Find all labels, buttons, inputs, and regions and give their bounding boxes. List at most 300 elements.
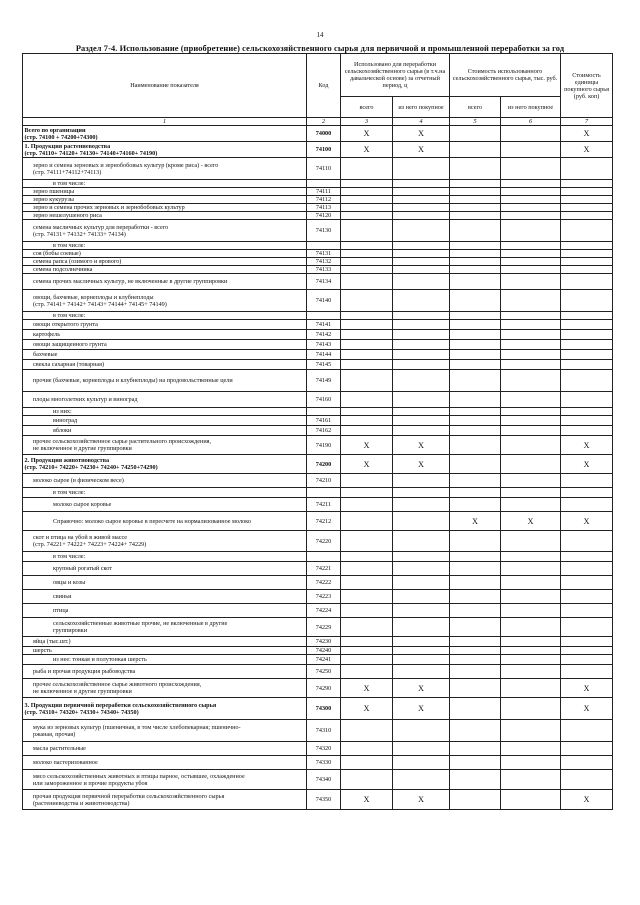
data-cell[interactable]	[561, 204, 613, 212]
row-name: в том числе:	[23, 488, 307, 498]
data-cell[interactable]	[393, 196, 450, 204]
data-cell[interactable]	[393, 552, 450, 562]
data-cell[interactable]	[501, 196, 561, 204]
data-cell[interactable]	[341, 212, 393, 220]
row-name: крупный рогатый скот	[23, 562, 307, 576]
table-row	[23, 742, 613, 756]
table-row	[23, 242, 613, 250]
data-cell[interactable]	[450, 196, 501, 204]
data-cell[interactable]	[393, 290, 450, 312]
data-cell[interactable]	[341, 188, 393, 196]
row-code	[307, 408, 341, 416]
data-cell[interactable]	[561, 647, 613, 655]
data-cell[interactable]	[450, 242, 501, 250]
data-cell[interactable]	[501, 474, 561, 488]
data-cell[interactable]	[450, 474, 501, 488]
data-cell[interactable]	[393, 158, 450, 180]
table-row	[23, 360, 613, 370]
data-cell[interactable]	[450, 142, 501, 158]
data-cell[interactable]	[501, 770, 561, 790]
data-cell[interactable]	[393, 340, 450, 350]
data-cell[interactable]	[341, 590, 393, 604]
data-cell[interactable]	[561, 408, 613, 416]
data-cell[interactable]	[561, 576, 613, 590]
data-cell[interactable]	[393, 242, 450, 250]
x-mark-cell: X	[393, 698, 450, 720]
row-name: мука из зерновых культур (пшеничная, в том числе хлебопекарная; пшенично- ржаная, прочая)	[23, 720, 307, 742]
data-cell[interactable]	[501, 647, 561, 655]
table-row	[23, 350, 613, 360]
data-cell[interactable]	[450, 340, 501, 350]
data-cell[interactable]	[450, 647, 501, 655]
data-cell[interactable]	[501, 274, 561, 290]
data-cell[interactable]	[450, 188, 501, 196]
data-cell[interactable]	[561, 426, 613, 436]
data-cell[interactable]	[561, 720, 613, 742]
data-cell[interactable]	[501, 142, 561, 158]
table-row	[23, 370, 613, 392]
data-cell[interactable]	[450, 266, 501, 274]
data-cell[interactable]	[393, 655, 450, 665]
data-cell[interactable]	[501, 320, 561, 330]
data-cell[interactable]	[341, 320, 393, 330]
data-cell[interactable]	[393, 604, 450, 618]
data-cell[interactable]	[501, 370, 561, 392]
row-code: 74223	[307, 590, 341, 604]
data-cell[interactable]	[561, 562, 613, 576]
data-cell[interactable]	[501, 350, 561, 360]
data-cell[interactable]	[561, 370, 613, 392]
x-mark-cell: X	[450, 512, 501, 531]
data-cell[interactable]	[341, 647, 393, 655]
x-mark-cell: X	[341, 142, 393, 158]
row-code: 74224	[307, 604, 341, 618]
data-cell[interactable]	[341, 770, 393, 790]
data-cell[interactable]	[341, 392, 393, 408]
column-number: 7	[561, 118, 613, 126]
data-cell[interactable]	[561, 360, 613, 370]
data-cell[interactable]	[501, 576, 561, 590]
data-cell[interactable]	[501, 392, 561, 408]
row-name: молоко сырое коровье	[23, 498, 307, 512]
data-cell[interactable]	[393, 250, 450, 258]
data-cell[interactable]	[501, 742, 561, 756]
table-row	[23, 679, 613, 698]
page-number: 14	[316, 31, 324, 39]
data-cell[interactable]	[501, 720, 561, 742]
data-cell[interactable]	[341, 416, 393, 426]
table-row	[23, 212, 613, 220]
row-name: масла растительные	[23, 742, 307, 756]
data-cell[interactable]	[450, 274, 501, 290]
data-cell[interactable]	[561, 258, 613, 266]
data-cell[interactable]	[450, 618, 501, 637]
data-cell[interactable]	[501, 679, 561, 698]
data-cell[interactable]	[393, 488, 450, 498]
data-cell[interactable]	[393, 618, 450, 637]
row-code: 74113	[307, 204, 341, 212]
data-cell[interactable]	[561, 290, 613, 312]
data-cell[interactable]	[393, 576, 450, 590]
data-cell[interactable]	[561, 350, 613, 360]
data-cell[interactable]	[450, 590, 501, 604]
column-number: 6	[501, 118, 561, 126]
data-cell[interactable]	[341, 720, 393, 742]
data-cell[interactable]	[393, 742, 450, 756]
data-cell[interactable]	[341, 370, 393, 392]
data-cell[interactable]	[501, 618, 561, 637]
row-code: 74112	[307, 196, 341, 204]
row-code: 74340	[307, 770, 341, 790]
data-cell[interactable]	[561, 655, 613, 665]
table-row	[23, 126, 613, 142]
data-cell[interactable]	[341, 330, 393, 340]
data-cell[interactable]	[450, 531, 501, 552]
data-cell[interactable]	[393, 426, 450, 436]
data-cell[interactable]	[501, 408, 561, 416]
data-cell[interactable]	[450, 250, 501, 258]
data-cell[interactable]	[393, 647, 450, 655]
data-cell[interactable]	[393, 562, 450, 576]
data-cell[interactable]	[501, 416, 561, 426]
data-cell[interactable]	[450, 180, 501, 188]
data-cell[interactable]	[501, 436, 561, 455]
column-number: 1	[23, 118, 307, 126]
data-cell[interactable]	[393, 498, 450, 512]
row-name: 2. Продукция животноводства (стр. 74210+ 74220+ 74230+ 74240+ 74250+74290)	[23, 455, 307, 474]
x-mark-cell: X	[561, 455, 613, 474]
data-cell[interactable]	[501, 604, 561, 618]
data-cell[interactable]	[561, 604, 613, 618]
data-cell[interactable]	[561, 531, 613, 552]
data-cell[interactable]	[393, 350, 450, 360]
data-cell[interactable]	[561, 590, 613, 604]
data-cell[interactable]	[501, 188, 561, 196]
data-cell[interactable]	[341, 158, 393, 180]
data-cell[interactable]	[501, 126, 561, 142]
header-cost-purchased: из него покупное	[501, 97, 561, 118]
data-cell[interactable]	[561, 665, 613, 679]
table-row	[23, 408, 613, 416]
data-cell[interactable]	[561, 637, 613, 647]
data-cell[interactable]	[341, 258, 393, 266]
data-cell[interactable]	[501, 204, 561, 212]
data-cell[interactable]	[561, 188, 613, 196]
data-cell[interactable]	[450, 426, 501, 436]
data-cell[interactable]	[501, 220, 561, 242]
data-cell[interactable]	[393, 320, 450, 330]
table-row	[23, 290, 613, 312]
data-cell[interactable]	[450, 655, 501, 665]
data-cell[interactable]	[561, 196, 613, 204]
data-cell[interactable]	[501, 242, 561, 250]
data-cell[interactable]	[501, 360, 561, 370]
data-cell[interactable]	[341, 408, 393, 416]
data-cell[interactable]	[450, 790, 501, 810]
data-cell[interactable]	[393, 590, 450, 604]
row-name: Справочно: молоко сырое коровье в пересчете на нормализованное молоко	[23, 512, 307, 531]
data-cell[interactable]	[501, 552, 561, 562]
data-cell[interactable]	[450, 158, 501, 180]
data-cell[interactable]	[561, 474, 613, 488]
data-cell[interactable]	[501, 212, 561, 220]
x-mark-cell: X	[393, 142, 450, 158]
data-cell[interactable]	[450, 370, 501, 392]
data-cell[interactable]	[501, 637, 561, 647]
data-cell[interactable]	[501, 312, 561, 320]
data-cell[interactable]	[561, 552, 613, 562]
data-cell[interactable]	[501, 455, 561, 474]
table-row	[23, 266, 613, 274]
data-cell[interactable]	[341, 498, 393, 512]
table-row	[23, 618, 613, 637]
data-cell[interactable]	[393, 180, 450, 188]
data-cell[interactable]	[450, 330, 501, 340]
data-cell[interactable]	[561, 250, 613, 258]
data-cell[interactable]	[450, 312, 501, 320]
data-cell[interactable]	[501, 488, 561, 498]
data-cell[interactable]	[561, 242, 613, 250]
data-cell[interactable]	[450, 498, 501, 512]
data-cell[interactable]	[561, 266, 613, 274]
table-row	[23, 498, 613, 512]
table-row	[23, 258, 613, 266]
data-cell[interactable]	[341, 562, 393, 576]
data-cell[interactable]	[501, 266, 561, 274]
data-cell[interactable]	[561, 330, 613, 340]
data-cell[interactable]	[450, 320, 501, 330]
data-cell[interactable]	[501, 498, 561, 512]
data-cell[interactable]	[341, 242, 393, 250]
data-cell[interactable]	[450, 436, 501, 455]
data-cell[interactable]	[341, 756, 393, 770]
data-cell[interactable]	[501, 590, 561, 604]
data-cell[interactable]	[450, 637, 501, 647]
table-row	[23, 392, 613, 408]
data-cell[interactable]	[501, 250, 561, 258]
data-cell[interactable]	[393, 312, 450, 320]
data-cell[interactable]	[450, 350, 501, 360]
row-code: 74134	[307, 274, 341, 290]
data-cell[interactable]	[393, 637, 450, 647]
row-code: 74221	[307, 562, 341, 576]
table-row	[23, 698, 613, 720]
data-cell[interactable]	[341, 204, 393, 212]
row-code: 74133	[307, 266, 341, 274]
data-cell[interactable]	[450, 770, 501, 790]
data-cell[interactable]	[450, 756, 501, 770]
row-name: свекла сахарная (товарная)	[23, 360, 307, 370]
data-cell[interactable]	[450, 562, 501, 576]
data-cell[interactable]	[341, 665, 393, 679]
row-name: яблоки	[23, 426, 307, 436]
data-cell[interactable]	[561, 756, 613, 770]
data-cell[interactable]	[561, 392, 613, 408]
data-cell[interactable]	[561, 742, 613, 756]
data-cell[interactable]	[501, 562, 561, 576]
data-cell[interactable]	[501, 180, 561, 188]
row-code: 74162	[307, 426, 341, 436]
data-cell[interactable]	[393, 266, 450, 274]
data-cell[interactable]	[450, 552, 501, 562]
data-cell[interactable]	[341, 312, 393, 320]
data-cell[interactable]	[450, 576, 501, 590]
header-used-total: всего	[341, 97, 393, 118]
data-cell[interactable]	[393, 770, 450, 790]
row-code	[307, 242, 341, 250]
data-cell[interactable]	[561, 312, 613, 320]
data-cell[interactable]	[393, 474, 450, 488]
table-row	[23, 220, 613, 242]
table-row	[23, 312, 613, 320]
data-cell[interactable]	[450, 455, 501, 474]
data-cell[interactable]	[393, 720, 450, 742]
data-cell[interactable]	[393, 220, 450, 242]
data-cell[interactable]	[393, 370, 450, 392]
data-cell[interactable]	[450, 604, 501, 618]
data-cell[interactable]	[341, 655, 393, 665]
data-cell[interactable]	[341, 512, 393, 531]
data-cell[interactable]	[450, 220, 501, 242]
row-code	[307, 312, 341, 320]
x-mark-cell: X	[341, 126, 393, 142]
data-cell[interactable]	[450, 742, 501, 756]
x-mark-cell: X	[341, 436, 393, 455]
data-cell[interactable]	[561, 274, 613, 290]
row-name: зерно кукурузы	[23, 196, 307, 204]
data-cell[interactable]	[450, 416, 501, 426]
data-cell[interactable]	[341, 742, 393, 756]
data-cell[interactable]	[341, 426, 393, 436]
data-cell[interactable]	[561, 220, 613, 242]
table-row	[23, 204, 613, 212]
data-cell[interactable]	[393, 392, 450, 408]
data-cell[interactable]	[450, 258, 501, 266]
data-cell[interactable]	[450, 212, 501, 220]
data-cell[interactable]	[393, 408, 450, 416]
data-cell[interactable]	[393, 188, 450, 196]
data-cell[interactable]	[561, 618, 613, 637]
data-cell[interactable]	[501, 426, 561, 436]
data-cell[interactable]	[501, 330, 561, 340]
data-cell[interactable]	[341, 266, 393, 274]
data-cell[interactable]	[341, 360, 393, 370]
data-cell[interactable]	[561, 416, 613, 426]
data-cell[interactable]	[561, 320, 613, 330]
data-cell[interactable]	[341, 290, 393, 312]
table-row	[23, 590, 613, 604]
data-cell[interactable]	[393, 512, 450, 531]
data-cell[interactable]	[450, 408, 501, 416]
data-cell[interactable]	[501, 655, 561, 665]
x-mark-cell: X	[501, 512, 561, 531]
row-name: из нее: тонкая и полутонкая шерсть	[23, 655, 307, 665]
data-cell[interactable]	[393, 416, 450, 426]
data-cell[interactable]	[393, 360, 450, 370]
data-cell[interactable]	[450, 290, 501, 312]
data-cell[interactable]	[501, 290, 561, 312]
data-cell[interactable]	[450, 665, 501, 679]
data-cell[interactable]	[501, 158, 561, 180]
data-cell[interactable]	[450, 360, 501, 370]
data-cell[interactable]	[393, 258, 450, 266]
data-cell[interactable]	[341, 350, 393, 360]
row-name: картофель	[23, 330, 307, 340]
data-cell[interactable]	[341, 196, 393, 204]
data-cell[interactable]	[341, 637, 393, 647]
data-cell[interactable]	[341, 274, 393, 290]
data-cell[interactable]	[450, 204, 501, 212]
data-cell[interactable]	[561, 212, 613, 220]
row-name: зерно и семена зерновых и зернобобовых культур (кроме риса) - всего (стр. 74111+74112+74113)	[23, 158, 307, 180]
data-cell[interactable]	[450, 720, 501, 742]
data-cell[interactable]	[341, 340, 393, 350]
data-cell[interactable]	[341, 552, 393, 562]
x-mark-cell: X	[561, 679, 613, 698]
data-cell[interactable]	[561, 180, 613, 188]
x-mark-cell: X	[393, 790, 450, 810]
row-name: 3. Продукция первичной переработки сельскохозяйственного сырья (стр. 74310+ 74320+ 74330+ 74340+ 74350)	[23, 698, 307, 720]
data-cell[interactable]	[341, 250, 393, 258]
data-cell[interactable]	[341, 604, 393, 618]
data-cell[interactable]	[341, 531, 393, 552]
data-cell[interactable]	[501, 340, 561, 350]
row-name: овощи защищенного грунта	[23, 340, 307, 350]
row-code: 74190	[307, 436, 341, 455]
data-cell[interactable]	[501, 790, 561, 810]
data-cell[interactable]	[501, 258, 561, 266]
data-cell[interactable]	[450, 698, 501, 720]
data-cell[interactable]	[341, 618, 393, 637]
row-name: соя (бобы соевые)	[23, 250, 307, 258]
data-cell[interactable]	[561, 488, 613, 498]
row-name: овощи открытого грунта	[23, 320, 307, 330]
data-cell[interactable]	[341, 180, 393, 188]
data-cell[interactable]	[501, 531, 561, 552]
row-name: сельскохозяйственные животные прочие, не включенные в другие группировки	[23, 618, 307, 637]
data-cell[interactable]	[501, 698, 561, 720]
data-cell[interactable]	[341, 576, 393, 590]
data-cell[interactable]	[341, 220, 393, 242]
data-cell[interactable]	[393, 330, 450, 340]
data-cell[interactable]	[341, 474, 393, 488]
data-cell[interactable]	[341, 488, 393, 498]
data-cell[interactable]	[561, 340, 613, 350]
row-code: 74320	[307, 742, 341, 756]
data-cell[interactable]	[450, 126, 501, 142]
data-cell[interactable]	[393, 531, 450, 552]
row-code: 74130	[307, 220, 341, 242]
data-cell[interactable]	[450, 392, 501, 408]
data-cell[interactable]	[393, 665, 450, 679]
data-cell[interactable]	[393, 756, 450, 770]
x-mark-cell: X	[561, 126, 613, 142]
data-cell[interactable]	[561, 158, 613, 180]
data-cell[interactable]	[561, 770, 613, 790]
table-row	[23, 665, 613, 679]
row-code: 74220	[307, 531, 341, 552]
data-cell[interactable]	[393, 204, 450, 212]
data-cell[interactable]	[393, 212, 450, 220]
data-cell[interactable]	[501, 665, 561, 679]
table-row	[23, 320, 613, 330]
data-cell[interactable]	[393, 274, 450, 290]
table-row	[23, 455, 613, 474]
data-cell[interactable]	[450, 679, 501, 698]
data-cell[interactable]	[450, 488, 501, 498]
data-cell[interactable]	[501, 756, 561, 770]
data-cell[interactable]	[561, 498, 613, 512]
